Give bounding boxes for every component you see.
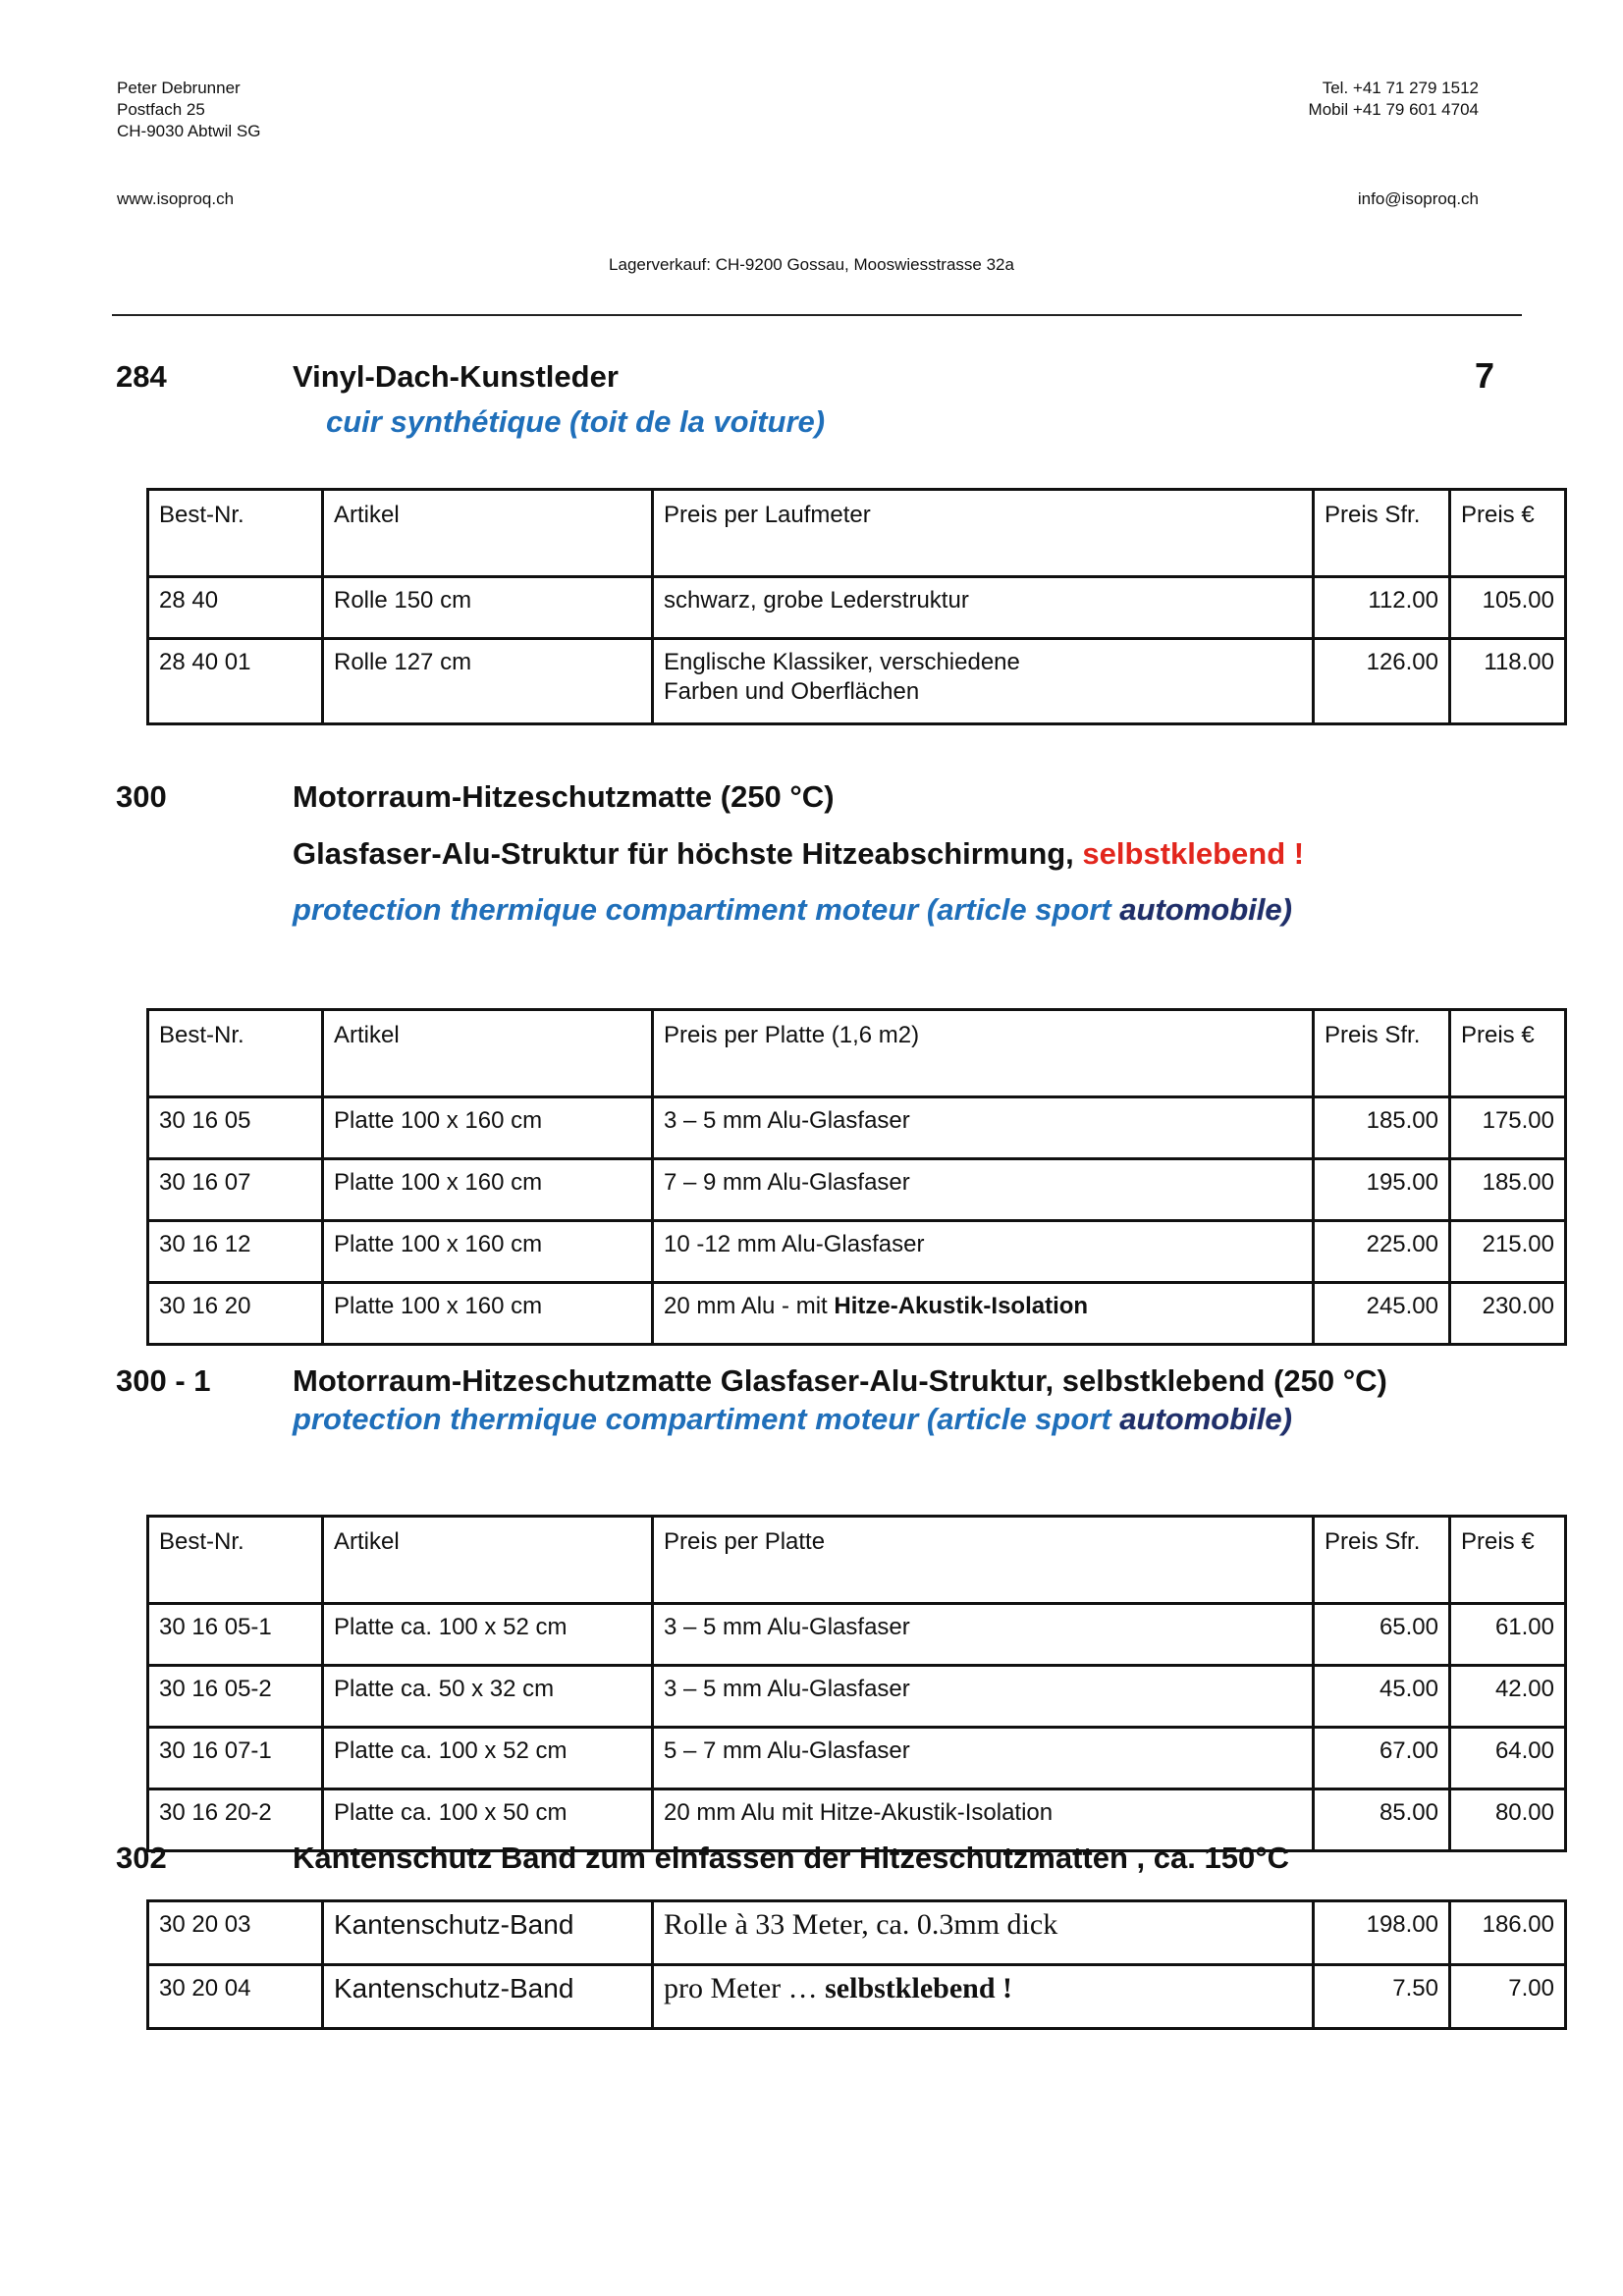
page-number: 7 bbox=[1475, 355, 1495, 396]
mobile-number: Mobil +41 79 601 4704 bbox=[1308, 100, 1479, 119]
email-link[interactable]: info@isoproq.ch bbox=[1357, 189, 1479, 208]
description-line: Englische Klassiker, verschiedene bbox=[664, 649, 1020, 675]
article: Rolle 150 cm bbox=[323, 577, 653, 639]
section-number: 300 - 1 bbox=[116, 1363, 211, 1398]
price-chf: 85.00 bbox=[1314, 1789, 1450, 1851]
price-chf: 45.00 bbox=[1314, 1666, 1450, 1728]
article: Platte ca. 100 x 52 cm bbox=[323, 1604, 653, 1666]
article: Kantenschutz-Band bbox=[323, 1901, 653, 1965]
table-row bbox=[148, 1283, 1566, 1345]
price-chf: 225.00 bbox=[1314, 1221, 1450, 1283]
section-title: Vinyl-Dach-Kunstleder bbox=[293, 359, 619, 394]
sender-name: Peter Debrunner bbox=[117, 79, 241, 97]
article: Platte ca. 100 x 52 cm bbox=[323, 1728, 653, 1789]
price-chf: 185.00 bbox=[1314, 1097, 1450, 1159]
article: Platte 100 x 160 cm bbox=[323, 1159, 653, 1221]
table-header-row bbox=[148, 1517, 1566, 1604]
table-header-row bbox=[148, 490, 1566, 577]
order-number: 30 16 20-2 bbox=[148, 1789, 323, 1851]
order-number: 30 20 04 bbox=[148, 1965, 323, 2029]
price-chf: 126.00 bbox=[1314, 639, 1450, 724]
price-eur: 7.00 bbox=[1450, 1965, 1566, 2029]
description-text: pro Meter … bbox=[664, 1972, 826, 2004]
section-title-line2 bbox=[293, 836, 1304, 872]
section-number: 300 bbox=[116, 779, 167, 814]
article: Platte 100 x 160 cm bbox=[323, 1097, 653, 1159]
price-table-284 bbox=[146, 488, 1567, 725]
section-title: Kantenschutz Band zum einfassen der Hitzeschutzmatten , ca. 150°C bbox=[293, 1841, 1289, 1875]
section-subtitle-fr: cuir synthétique (toit de la voiture) bbox=[326, 404, 826, 439]
article: Platte 100 x 160 cm bbox=[323, 1283, 653, 1345]
column-header: Best-Nr. bbox=[148, 1010, 323, 1097]
description: Rolle à 33 Meter, ca. 0.3mm dick bbox=[653, 1901, 1314, 1965]
description-text: 20 mm Alu - mit bbox=[664, 1293, 835, 1319]
table-row bbox=[148, 1604, 1566, 1666]
column-header: Preis per Platte bbox=[653, 1517, 1314, 1604]
price-eur: 64.00 bbox=[1450, 1728, 1566, 1789]
order-number: 30 16 05 bbox=[148, 1097, 323, 1159]
warehouse-address: Lagerverkauf: CH-9200 Gossau, Mooswiesstrasse 32a bbox=[609, 255, 1014, 274]
description: 20 mm Alu mit Hitze-Akustik-Isolation bbox=[653, 1789, 1314, 1851]
price-eur: 175.00 bbox=[1450, 1097, 1566, 1159]
table-row bbox=[148, 1221, 1566, 1283]
table-row bbox=[148, 577, 1566, 639]
order-number: 30 16 05-2 bbox=[148, 1666, 323, 1728]
column-header: Preis € bbox=[1450, 1010, 1566, 1097]
column-header: Preis per Platte (1,6 m2) bbox=[653, 1010, 1314, 1097]
table-row bbox=[148, 1728, 1566, 1789]
column-header: Preis Sfr. bbox=[1314, 1010, 1450, 1097]
price-table-300 bbox=[146, 1008, 1567, 1346]
title-text: Glasfaser-Alu-Struktur für höchste Hitzeabschirmung, bbox=[293, 836, 1083, 871]
description: 3 – 5 mm Alu-Glasfaser bbox=[653, 1097, 1314, 1159]
price-eur: 230.00 bbox=[1450, 1283, 1566, 1345]
section-number: 284 bbox=[116, 359, 167, 394]
price-eur: 215.00 bbox=[1450, 1221, 1566, 1283]
description: 7 – 9 mm Alu-Glasfaser bbox=[653, 1159, 1314, 1221]
table-row bbox=[148, 1097, 1566, 1159]
price-table-300-1 bbox=[146, 1515, 1567, 1852]
order-number: 30 16 12 bbox=[148, 1221, 323, 1283]
article: Platte 100 x 160 cm bbox=[323, 1221, 653, 1283]
column-header: Preis € bbox=[1450, 490, 1566, 577]
description-emphasis: Hitze-Akustik-Isolation bbox=[834, 1293, 1089, 1319]
table-row bbox=[148, 1666, 1566, 1728]
table-row bbox=[148, 1159, 1566, 1221]
header-divider bbox=[112, 314, 1522, 316]
description: 3 – 5 mm Alu-Glasfaser bbox=[653, 1604, 1314, 1666]
description bbox=[653, 1965, 1314, 2029]
table-row bbox=[148, 639, 1566, 724]
article: Rolle 127 cm bbox=[323, 639, 653, 724]
price-chf: 65.00 bbox=[1314, 1604, 1450, 1666]
sender-phones bbox=[1309, 78, 1479, 121]
subtitle-emphasis: automobile) bbox=[1119, 1402, 1292, 1436]
price-eur: 105.00 bbox=[1450, 577, 1566, 639]
price-chf: 7.50 bbox=[1314, 1965, 1450, 2029]
column-header: Best-Nr. bbox=[148, 490, 323, 577]
order-number: 30 16 05-1 bbox=[148, 1604, 323, 1666]
section-title: Motorraum-Hitzeschutzmatte (250 °C) bbox=[293, 779, 835, 814]
price-chf: 112.00 bbox=[1314, 577, 1450, 639]
price-eur: 185.00 bbox=[1450, 1159, 1566, 1221]
column-header: Artikel bbox=[323, 1517, 653, 1604]
price-chf: 198.00 bbox=[1314, 1901, 1450, 1965]
order-number: 28 40 01 bbox=[148, 639, 323, 724]
table-header-row bbox=[148, 1010, 1566, 1097]
section-subtitle-fr bbox=[293, 892, 1292, 928]
section-subtitle-fr bbox=[293, 1402, 1292, 1437]
price-eur: 61.00 bbox=[1450, 1604, 1566, 1666]
price-chf: 195.00 bbox=[1314, 1159, 1450, 1221]
phone-number: Tel. +41 71 279 1512 bbox=[1322, 79, 1479, 97]
sender-city: CH-9030 Abtwil SG bbox=[117, 122, 261, 140]
description: 3 – 5 mm Alu-Glasfaser bbox=[653, 1666, 1314, 1728]
website-link[interactable]: www.isoproq.ch bbox=[117, 189, 235, 208]
subtitle-text: protection thermique compartiment moteur (article sport bbox=[293, 892, 1120, 927]
section-number: 302 bbox=[116, 1841, 167, 1875]
order-number: 30 20 03 bbox=[148, 1901, 323, 1965]
subtitle-text: protection thermique compartiment moteur (article sport bbox=[293, 1402, 1120, 1436]
self-adhesive-highlight: selbstklebend ! bbox=[1082, 836, 1305, 871]
price-table-302 bbox=[146, 1899, 1567, 2030]
description: 10 -12 mm Alu-Glasfaser bbox=[653, 1221, 1314, 1283]
sender-address bbox=[117, 78, 260, 142]
description: 5 – 7 mm Alu-Glasfaser bbox=[653, 1728, 1314, 1789]
article: Platte ca. 50 x 32 cm bbox=[323, 1666, 653, 1728]
description-emphasis: selbstklebend ! bbox=[825, 1972, 1012, 2004]
order-number: 28 40 bbox=[148, 577, 323, 639]
column-header: Artikel bbox=[323, 1010, 653, 1097]
article: Kantenschutz-Band bbox=[323, 1965, 653, 2029]
price-eur: 118.00 bbox=[1450, 639, 1566, 724]
order-number: 30 16 07 bbox=[148, 1159, 323, 1221]
price-eur: 42.00 bbox=[1450, 1666, 1566, 1728]
column-header: Artikel bbox=[323, 490, 653, 577]
section-title: Motorraum-Hitzeschutzmatte Glasfaser-Alu-Struktur, selbstklebend (250 °C) bbox=[293, 1363, 1387, 1398]
description bbox=[653, 639, 1314, 724]
description: schwarz, grobe Lederstruktur bbox=[653, 577, 1314, 639]
price-eur: 80.00 bbox=[1450, 1789, 1566, 1851]
description bbox=[653, 1283, 1314, 1345]
order-number: 30 16 07-1 bbox=[148, 1728, 323, 1789]
column-header: Best-Nr. bbox=[148, 1517, 323, 1604]
table-row bbox=[148, 1901, 1566, 1965]
article: Platte ca. 100 x 50 cm bbox=[323, 1789, 653, 1851]
column-header: Preis per Laufmeter bbox=[653, 490, 1314, 577]
order-number: 30 16 20 bbox=[148, 1283, 323, 1345]
sender-street: Postfach 25 bbox=[117, 100, 205, 119]
price-chf: 67.00 bbox=[1314, 1728, 1450, 1789]
description-line: Farben und Oberflächen bbox=[664, 678, 920, 705]
column-header: Preis € bbox=[1450, 1517, 1566, 1604]
subtitle-emphasis: automobile) bbox=[1119, 892, 1292, 927]
column-header: Preis Sfr. bbox=[1314, 1517, 1450, 1604]
price-eur: 186.00 bbox=[1450, 1901, 1566, 1965]
column-header: Preis Sfr. bbox=[1314, 490, 1450, 577]
price-chf: 245.00 bbox=[1314, 1283, 1450, 1345]
table-row bbox=[148, 1965, 1566, 2029]
